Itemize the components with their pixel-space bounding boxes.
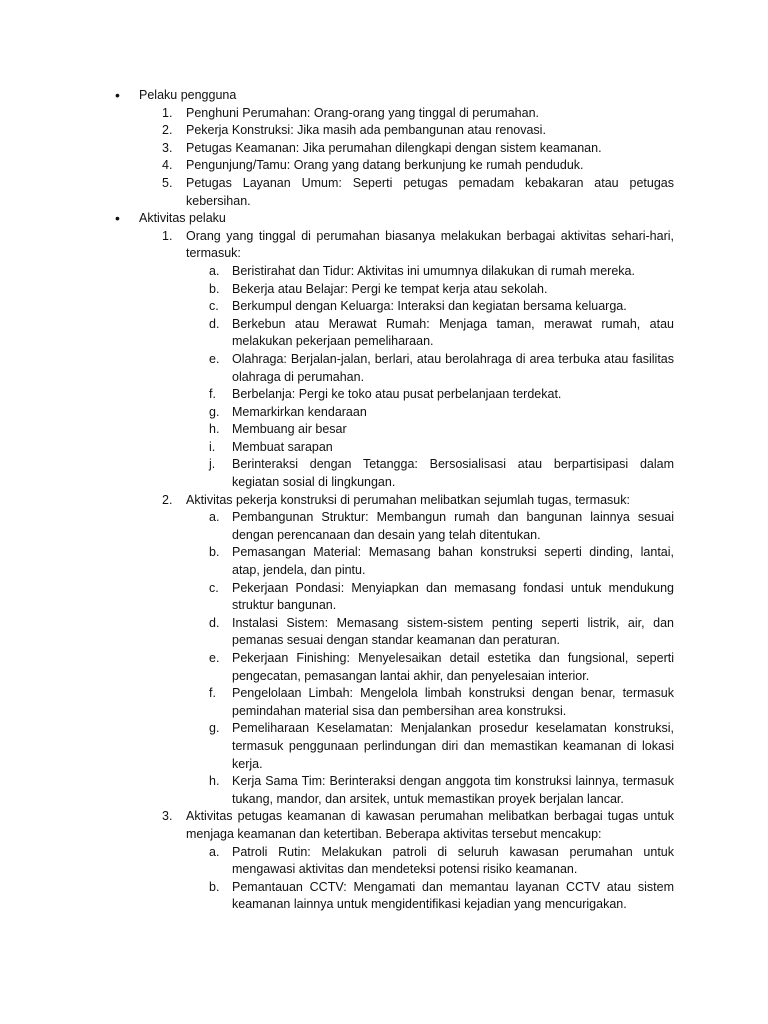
- lettered-item: [0, 316, 768, 351]
- lettered-item-marker: a.: [209, 263, 220, 278]
- lettered-item-marker: b.: [209, 879, 220, 894]
- numbered-item: [0, 228, 768, 263]
- lettered-item-marker: g.: [209, 404, 220, 419]
- numbered-item: [0, 140, 768, 158]
- lettered-item: [0, 421, 768, 439]
- numbered-item-text: Petugas Layanan Umum: Seperti petugas pemadam kebakaran atau petugas kebersihan.: [186, 175, 674, 208]
- lettered-item: [0, 263, 768, 281]
- lettered-item-text: Pemantauan CCTV: Mengamati dan memantau layanan CCTV atau sistem keamanan lainnya untuk mengidentifikasi kejadian yang mencurigakan.: [232, 879, 674, 912]
- numbered-item: [0, 492, 768, 510]
- section-heading-marker: •: [115, 210, 120, 227]
- numbered-item-marker: 3.: [162, 809, 173, 824]
- lettered-item: [0, 844, 768, 879]
- numbered-item-marker: 1.: [162, 228, 173, 243]
- numbered-item: [0, 157, 768, 175]
- lettered-item-text: Olahraga: Berjalan-jalan, berlari, atau berolahraga di area terbuka atau fasilitas olahraga di perumahan.: [232, 351, 674, 384]
- lettered-item: [0, 404, 768, 422]
- numbered-item-marker: 4.: [162, 158, 173, 173]
- lettered-item-marker: b.: [209, 545, 220, 560]
- lettered-item: [0, 456, 768, 491]
- lettered-item: [0, 650, 768, 685]
- lettered-item-text: Berbelanja: Pergi ke toko atau pusat perbelanjaan terdekat.: [232, 387, 562, 402]
- lettered-item-marker: e.: [209, 351, 220, 366]
- lettered-item-text: Pemasangan Material: Memasang bahan konstruksi seperti dinding, lantai, atap, jendela, dan pintu.: [232, 545, 674, 578]
- lettered-item: [0, 298, 768, 316]
- lettered-item-text: Membuat sarapan: [232, 439, 333, 454]
- numbered-item-text: Petugas Keamanan: Jika perumahan dilengkapi dengan sistem keamanan.: [186, 140, 602, 155]
- numbered-item-text: Orang yang tinggal di perumahan biasanya melakukan berbagai aktivitas sehari-hari, termasuk:: [186, 228, 674, 261]
- lettered-item-text: Beristirahat dan Tidur: Aktivitas ini umumnya dilakukan di rumah mereka.: [232, 263, 635, 278]
- lettered-item-text: Berkumpul dengan Keluarga: Interaksi dan kegiatan bersama keluarga.: [232, 299, 627, 314]
- numbered-item: [0, 175, 768, 210]
- numbered-item-text: Aktivitas petugas keamanan di kawasan perumahan melibatkan berbagai tugas untuk menjaga keamanan dan ketertiban. Beberapa aktivitas tersebut mencakup:: [186, 809, 674, 841]
- section-heading-text: Aktivitas pelaku: [139, 211, 226, 226]
- numbered-item-marker: 2.: [162, 492, 173, 507]
- numbered-item-marker: 3.: [162, 140, 173, 155]
- document-body: [0, 87, 768, 914]
- lettered-item: [0, 544, 768, 579]
- lettered-item-text: Kerja Sama Tim: Berinteraksi dengan anggota tim konstruksi lainnya, termasuk tukang, mandor, dan arsitek, untuk memastikan proyek berjalan lancar.: [232, 774, 674, 806]
- lettered-item-marker: d.: [209, 316, 220, 331]
- lettered-item-text: Patroli Rutin: Melakukan patroli di seluruh kawasan perumahan untuk mengawasi aktivitas dan mendeteksi potensi risiko keamanan.: [232, 844, 674, 877]
- lettered-item-text: Pekerjaan Pondasi: Menyiapkan dan memasang fondasi untuk mendukung struktur bangunan.: [232, 580, 674, 613]
- lettered-item-text: Memarkirkan kendaraan: [232, 404, 367, 419]
- numbered-item-marker: 5.: [162, 175, 173, 190]
- lettered-item: [0, 879, 768, 914]
- lettered-item-marker: c.: [209, 580, 219, 595]
- lettered-item-text: Berkebun atau Merawat Rumah: Menjaga taman, merawat rumah, atau melakukan pekerjaan pemeliharaan.: [232, 316, 674, 349]
- lettered-item-marker: i.: [209, 439, 216, 454]
- lettered-item-marker: b.: [209, 281, 220, 296]
- lettered-item-text: Instalasi Sistem: Memasang sistem-sistem penting seperti listrik, air, dan pemanas sesuai dengan standar keamanan dan peraturan.: [232, 615, 674, 648]
- lettered-item: [0, 439, 768, 457]
- lettered-item: [0, 685, 768, 720]
- lettered-item: [0, 509, 768, 544]
- numbered-item-text: Pengunjung/Tamu: Orang yang datang berkunjung ke rumah penduduk.: [186, 158, 584, 173]
- lettered-item-marker: a.: [209, 510, 220, 525]
- lettered-item-text: Pemeliharaan Keselamatan: Menjalankan prosedur keselamatan konstruksi, termasuk penggunaan perlindungan diri dan memastikan keamanan di lokasi kerja.: [232, 721, 674, 771]
- lettered-item-text: Berinteraksi dengan Tetangga: Bersosialisasi atau berpartisipasi dalam kegiatan sosial di lingkungan.: [232, 457, 674, 490]
- lettered-item-text: Pembangunan Struktur: Membangun rumah dan bangunan lainnya sesuai dengan perencanaan dan desain yang telah ditentukan.: [232, 510, 674, 542]
- lettered-item: [0, 386, 768, 404]
- section-heading: [0, 87, 768, 105]
- lettered-item-marker: e.: [209, 651, 220, 665]
- section-heading-text: Pelaku pengguna: [139, 88, 237, 102]
- numbered-item-text: Pekerja Konstruksi: Jika masih ada pembangunan atau renovasi.: [186, 123, 546, 138]
- numbered-item: [0, 105, 768, 123]
- lettered-item-text: Pengelolaan Limbah: Mengelola limbah konstruksi dengan benar, termasuk pemindahan material sisa dan pembersihan area konstruksi.: [232, 686, 674, 718]
- numbered-item-marker: 1.: [162, 105, 173, 120]
- lettered-item-marker: a.: [209, 844, 220, 859]
- lettered-item-marker: h.: [209, 774, 220, 789]
- lettered-item: [0, 580, 768, 615]
- lettered-item-marker: g.: [209, 721, 220, 736]
- section-heading-marker: •: [115, 87, 120, 103]
- lettered-item: [0, 773, 768, 808]
- lettered-item-text: Bekerja atau Belajar: Pergi ke tempat kerja atau sekolah.: [232, 281, 548, 296]
- numbered-item-marker: 2.: [162, 123, 173, 138]
- lettered-item: [0, 281, 768, 299]
- lettered-item-text: Membuang air besar: [232, 422, 347, 437]
- numbered-item: [0, 808, 768, 843]
- lettered-item-marker: j.: [209, 457, 216, 472]
- lettered-item-marker: h.: [209, 422, 220, 437]
- lettered-item-marker: f.: [209, 387, 216, 402]
- lettered-item: [0, 720, 768, 773]
- lettered-item-text: Pekerjaan Finishing: Menyelesaikan detail estetika dan fungsional, seperti pengecatan, pemasangan lantai akhir, dan penyelesaian interior.: [232, 651, 674, 683]
- section-heading: [0, 210, 768, 228]
- lettered-item-marker: d.: [209, 615, 220, 630]
- lettered-item: [0, 615, 768, 650]
- lettered-item: [0, 351, 768, 386]
- numbered-item: [0, 122, 768, 140]
- lettered-item-marker: f.: [209, 686, 216, 701]
- lettered-item-marker: c.: [209, 299, 219, 314]
- numbered-item-text: Penghuni Perumahan: Orang-orang yang tinggal di perumahan.: [186, 105, 540, 120]
- numbered-item-text: Aktivitas pekerja konstruksi di perumahan melibatkan sejumlah tugas, termasuk:: [186, 492, 630, 507]
